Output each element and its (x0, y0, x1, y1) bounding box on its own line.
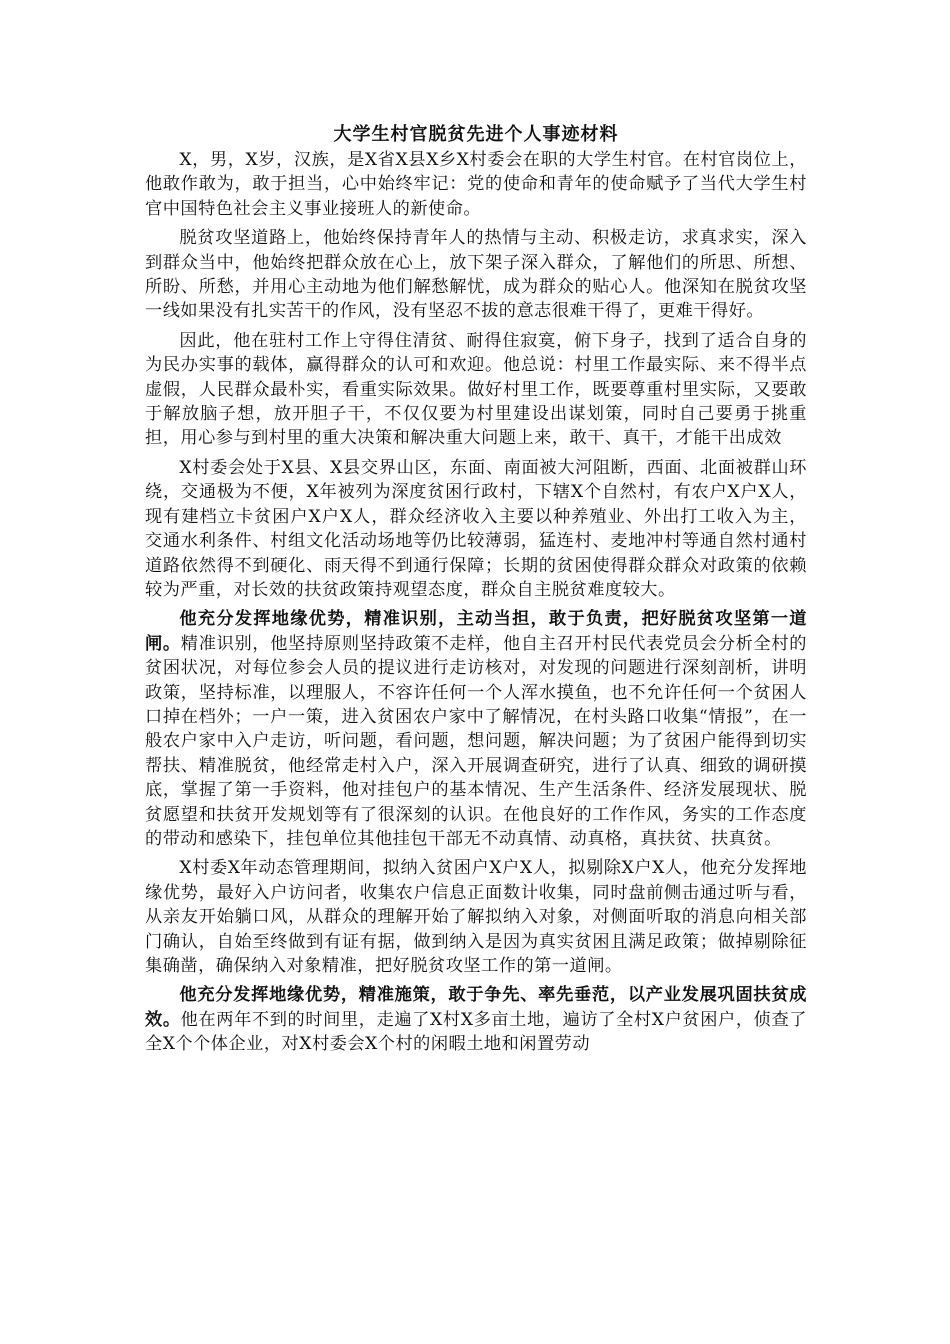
document-page (145, 122, 807, 1062)
paragraph-1 (145, 148, 807, 221)
paragraph-6 (145, 856, 807, 978)
paragraph-2-text: 脱贫攻坚道路上，他始终保持青年人的热情与主动、积极走访，求真求实，深入到群众当中，他始终把群众放在心上，放下架子深入群众，了解他们的所思、所想、所盼、所愁，并用心主动地为他们解愁解忧，成为群众的贴心人。他深知在脱贫攻坚一线如果没有扎实苦干的作风，没有坚忍不拔的意志很难干得了，更难干得好。 (145, 228, 807, 322)
paragraph-3-text: 因此，他在驻村工作上守得住清贫、耐得住寂寞，俯下身子，找到了适合自身的为民办实事的载体，赢得群众的认可和欢迎。他总说：村里工作最实际、来不得半点虚假，人民群众最朴实，看重实际效果。做好村里工作，既要尊重村里实际，又要敢于解放脑子想，放开胆子干，不仅仅要为村里建设出谋划策，同时自己要勇于挑重担，用心参与到村里的重大决策和解决重大问题上来，敢干、真干，才能干出成效 (145, 330, 807, 449)
paragraph-4 (145, 456, 807, 602)
paragraph-5 (145, 607, 807, 851)
paragraph-7 (145, 983, 807, 1056)
paragraph-1-text: X，男，X岁，汉族，是X省X县X乡X村委会在职的大学生村官。在村官岗位上，他敢作敢为，敢于担当，心中始终牢记：党的使命和青年的使命赋予了当代大学生村官中国特色社会主义事业接班人的新使命。 (145, 150, 807, 219)
paragraph-2 (145, 226, 807, 324)
paragraph-4-text: X村委会处于X县、X县交界山区，东面、南面被大河阻断，西面、北面被群山环绕，交通极为不便，X年被列为深度贫困行政村，下辖X个自然村，有农户X户X人，现有建档立卡贫困户X户X人，群众经济收入主要以种养殖业、外出打工收入为主，交通水利条件、村组文化活动场地等仍比较薄弱，猛连村、麦地冲村等通自然村通村道路依然得不到硬化、雨天得不到通行保障；长期的贫困使得群众群众对政策的依赖较为严重，对长效的扶贫政策持观望态度，群众自主脱贫难度较大。 (145, 457, 807, 600)
paragraph-7-text: 他在两年不到的时间里，走遍了X村X多亩土地，遍访了全村X户贫困户，侦查了全X个个体企业，对X村委会X个村的闲暇土地和闲置劳动 (145, 1009, 807, 1055)
paragraph-7-lead: 他充分发挥地缘优势，精准施策，敢于争先、率先垂范，以产业发展巩固扶贫成效。 (145, 985, 807, 1030)
document-title: 大学生村官脱贫先进个人事迹材料 (333, 124, 619, 145)
paragraph-5-text: 精准识别，他坚持原则坚持政策不走样，他自主召开村民代表党员会分析全村的贫困状况，对每位参会人员的提议进行走访核对，对发现的问题进行深刻剖析，讲明政策，坚持标准，以理服人，不容许任何一个人浑水摸鱼，也不允许任何一个贫困人口掉在档外；一户一策，进入贫困农户家中了解情况，在村头路口收集“情报”，在一般农户家中入户走访，听问题，看问题，想问题，解决问题；为了贫困户能得到切实帮扶、精准脱贫，他经常走村入户，深入开展调查研究，进行了认真、细致的调研摸底，掌握了第一手资料，他对挂包户的基本情况、生产生活条件、经济发展现状、脱贫愿望和扶贫开发规划等有了很深刻的认识。在他良好的工作作风，务实的工作态度的带动和感染下，挂包单位其他挂包干部无不动真情、动真格，真扶贫、扶真贫。 (145, 633, 807, 849)
paragraph-6-text: X村委X年动态管理期间，拟纳入贫困户X户X人，拟剔除X户X人，他充分发挥地缘优势，最好入户访问者，收集农户信息正面数计收集，同时盘前侧击通过听与看，从亲友开始躺口风，从群众的理解开始了解拟纳入对象，对侧面听取的消息向相关部门确认，自始至终做到有证有据，做到纳入是因为真实贫困且满足政策；做掉剔除征集确凿，确保纳入对象精准，把好脱贫攻坚工作的第一道闸。 (145, 858, 807, 976)
paragraph-3 (145, 329, 807, 451)
paragraph-5-lead: 他充分发挥地缘优势，精准识别，主动当担，敢于负责，把好脱贫攻坚第一道闸。 (145, 609, 807, 654)
